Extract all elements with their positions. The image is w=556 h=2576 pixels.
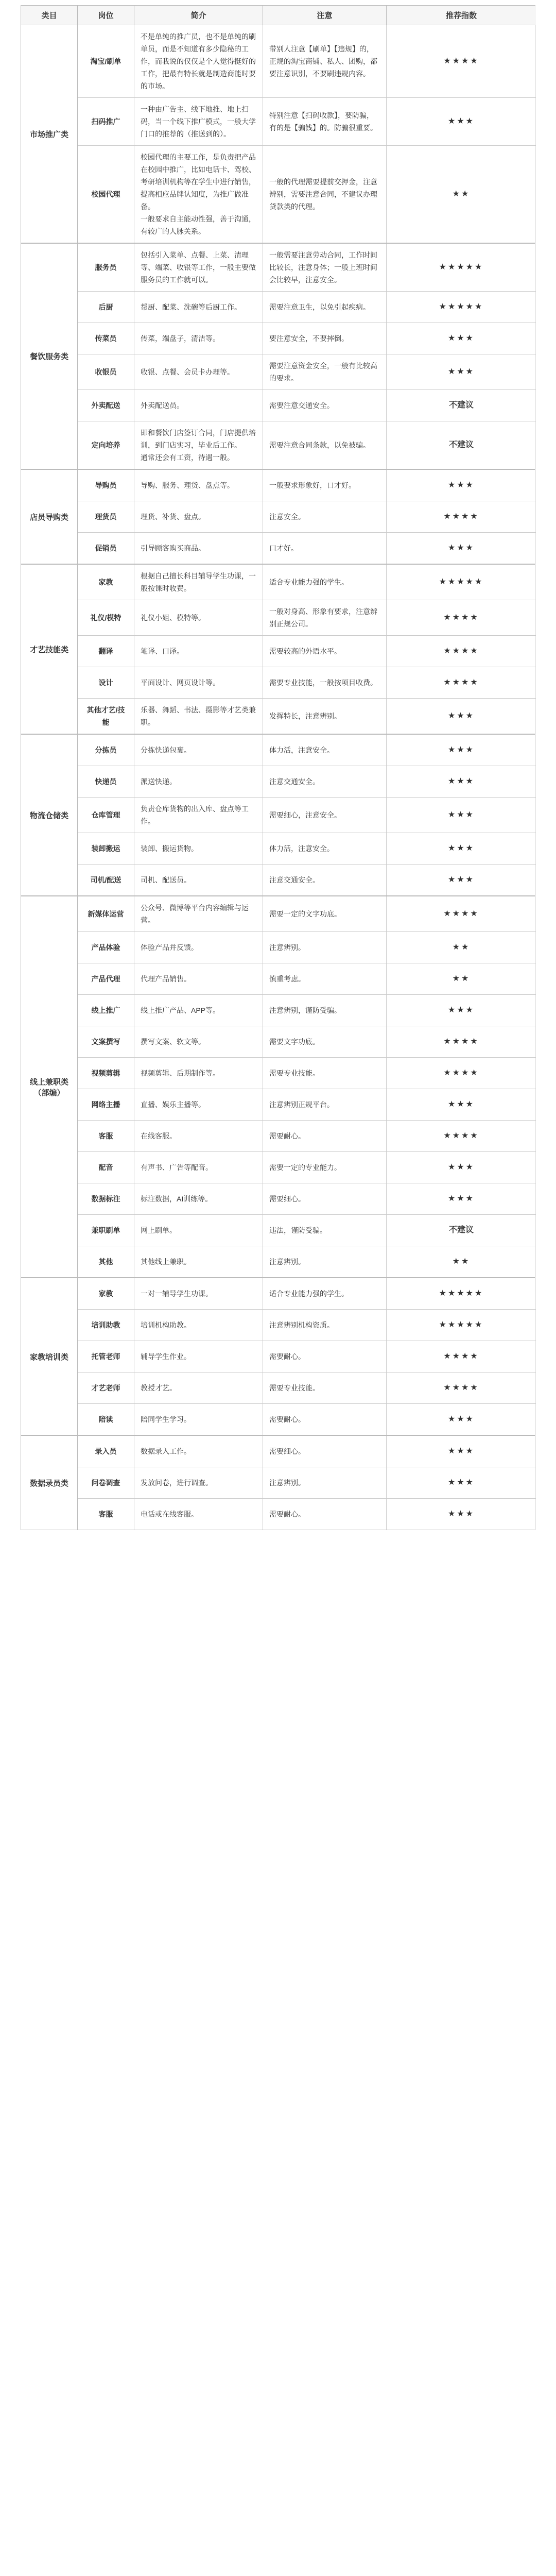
job-table	[21, 5, 535, 1530]
table-row	[78, 600, 536, 636]
rec-cell: ★★★★★	[439, 1320, 484, 1329]
note-cell: 一般的代理需要提前交押金，注意辨别，需要注意合同，不建议办理贷款类的代理。	[263, 146, 387, 243]
note-cell: 口才好。	[263, 533, 387, 564]
desc-cell: 导购、服务、理货、盘点等。	[134, 470, 263, 501]
desc-cell: 笔译、口译。	[134, 636, 263, 667]
category-block	[21, 243, 535, 469]
desc-cell: 收银、点餐、会员卡办理等。	[134, 354, 263, 389]
note-cell: 需要文字功底。	[263, 1026, 387, 1057]
rec-cell: ★★★★★	[439, 1289, 484, 1298]
job-cell: 问卷调查	[78, 1467, 134, 1498]
rec-cell: ★★★	[447, 544, 475, 552]
note-cell: 要注意安全，不要摔倒。	[263, 323, 387, 354]
note-cell: 发挥特长，注意辨别。	[263, 699, 387, 734]
job-cell: 导购员	[78, 470, 134, 501]
table-row	[78, 470, 536, 501]
job-cell: 视频剪辑	[78, 1058, 134, 1089]
table-row	[78, 1404, 536, 1435]
desc-cell: 体验产品并反馈。	[134, 932, 263, 963]
job-cell: 陪读	[78, 1404, 134, 1435]
note-cell: 特别注意【扫码收款】，要防骗，有的是【骗钱】的。防骗很重要。	[263, 98, 387, 145]
job-cell: 司机/配送	[78, 865, 134, 895]
note-cell: 适合专业能力强的学生。	[263, 1278, 387, 1309]
category-rows	[78, 1278, 536, 1435]
job-cell: 其他	[78, 1246, 134, 1277]
note-cell: 违法，谨防受骗。	[263, 1215, 387, 1246]
rec-cell: ★★	[452, 1257, 471, 1266]
rec-cell: ★★★★	[443, 647, 479, 655]
rec-cell: ★★★★	[443, 613, 479, 622]
note-cell: 需要注意合同条款，以免被骗。	[263, 421, 387, 469]
note-cell: 需要耐心。	[263, 1499, 387, 1530]
job-cell: 扫码推广	[78, 98, 134, 145]
table-row	[78, 501, 536, 533]
category-name: 餐饮服务类	[21, 244, 78, 469]
table-row	[78, 1499, 536, 1530]
note-cell: 体力活，注意安全。	[263, 833, 387, 864]
desc-cell: 直播、娱乐主播等。	[134, 1089, 263, 1120]
desc-cell: 培训机构助教。	[134, 1310, 263, 1341]
desc-cell: 发放问卷，进行调查。	[134, 1467, 263, 1498]
table-row	[78, 565, 536, 600]
rec-cell: ★★★★	[443, 1383, 479, 1392]
table-row	[78, 865, 536, 895]
header-note: 注意	[263, 6, 387, 25]
job-cell: 校园代理	[78, 146, 134, 243]
rec-cell: ★★★	[447, 844, 475, 853]
rec-cell: ★★★★★	[439, 263, 484, 272]
category-rows	[78, 735, 536, 895]
desc-cell: 平面设计、网页设计等。	[134, 667, 263, 698]
note-cell: 需要注意资金安全，一般有比较高的要求。	[263, 354, 387, 389]
note-cell: 需要细心，注意安全。	[263, 798, 387, 833]
rec-cell: 不建议	[448, 401, 474, 410]
note-cell: 需要耐心。	[263, 1404, 387, 1435]
rec-cell: ★★★	[447, 481, 475, 489]
note-cell: 需要注意交通安全。	[263, 390, 387, 421]
table-row	[78, 1089, 536, 1121]
table-row	[78, 833, 536, 865]
rec-cell: ★★★★	[443, 1069, 479, 1077]
category-block	[21, 896, 535, 1278]
table-row	[78, 1436, 536, 1467]
desc-cell: 理货、补货、盘点。	[134, 501, 263, 532]
header-job: 岗位	[78, 6, 134, 25]
job-cell: 培训助教	[78, 1310, 134, 1341]
table-row	[78, 766, 536, 798]
category-name: 市场推广类	[21, 25, 78, 243]
note-cell: 注意辨别机构资质。	[263, 1310, 387, 1341]
table-row	[78, 1026, 536, 1058]
desc-cell: 帮厨、配菜、洗碗等后厨工作。	[134, 292, 263, 323]
desc-cell: 有声书、广告等配音。	[134, 1152, 263, 1183]
category-rows	[78, 25, 536, 243]
category-name: 物流仓储类	[21, 735, 78, 895]
job-cell: 服务员	[78, 244, 134, 291]
table-row	[78, 1278, 536, 1310]
desc-cell: 一对一辅导学生功课。	[134, 1278, 263, 1309]
rec-cell: ★★★	[447, 875, 475, 884]
category-rows	[78, 896, 536, 1277]
category-rows	[78, 470, 536, 564]
rec-cell: 不建议	[448, 1226, 474, 1234]
category-name: 数据录员类	[21, 1436, 78, 1530]
desc-cell: 乐器、舞蹈、书法、摄影等才艺类兼职。	[134, 699, 263, 734]
desc-cell: 视频剪辑、后期制作等。	[134, 1058, 263, 1089]
rec-cell: ★★★	[447, 777, 475, 786]
job-cell: 兼职刷单	[78, 1215, 134, 1246]
note-cell: 需要一定的专业能力。	[263, 1152, 387, 1183]
job-cell: 其他才艺/技能	[78, 699, 134, 734]
rec-cell: ★★★★	[443, 1131, 479, 1140]
desc-cell: 分拣快递包裹。	[134, 735, 263, 766]
rec-cell: ★★★★	[443, 512, 479, 521]
rec-cell: ★★★	[447, 367, 475, 376]
table-row	[78, 1215, 536, 1246]
category-name: 家教培训类	[21, 1278, 78, 1435]
category-block	[21, 734, 535, 896]
job-cell: 托管老师	[78, 1341, 134, 1372]
note-cell: 注意交通安全。	[263, 766, 387, 797]
note-cell: 注意辨别正规平台。	[263, 1089, 387, 1120]
job-cell: 网络主播	[78, 1089, 134, 1120]
category-name: 才艺技能类	[21, 565, 78, 734]
rec-cell: ★★★	[447, 1006, 475, 1014]
rec-cell: ★★	[452, 190, 471, 198]
desc-cell: 派送快递。	[134, 766, 263, 797]
desc-cell: 教授才艺。	[134, 1372, 263, 1403]
desc-cell: 根据自己擅长科目辅导学生功课，一般按课时收费。	[134, 565, 263, 600]
desc-cell: 电话或在线客服。	[134, 1499, 263, 1530]
table-row	[78, 636, 536, 667]
job-cell: 数据标注	[78, 1183, 134, 1214]
table-row	[78, 1310, 536, 1341]
job-cell: 定向培养	[78, 421, 134, 469]
rec-cell: ★★★★	[443, 909, 479, 918]
rec-cell: ★★★★	[443, 57, 479, 65]
job-cell: 仓库管理	[78, 798, 134, 833]
rec-cell: ★★★	[447, 1447, 475, 1455]
category-rows	[78, 1436, 536, 1530]
note-cell: 一般对身高、形象有要求，注意辨别正规公司。	[263, 600, 387, 635]
desc-cell: 撰写文案、软文等。	[134, 1026, 263, 1057]
desc-cell: 代理产品销售。	[134, 963, 263, 994]
rec-cell: ★★★	[447, 1100, 475, 1109]
header-rec: 推荐指数	[387, 6, 536, 25]
rec-cell: ★★★	[447, 1415, 475, 1423]
job-cell: 传菜员	[78, 323, 134, 354]
desc-cell: 数据录入工作。	[134, 1436, 263, 1467]
desc-cell: 标注数据，AI训练等。	[134, 1183, 263, 1214]
note-cell: 注意辨别。	[263, 1467, 387, 1498]
rec-cell: ★★	[452, 943, 471, 952]
desc-cell: 礼仪小姐、模特等。	[134, 600, 263, 635]
job-cell: 产品体验	[78, 932, 134, 963]
rec-cell: ★★★	[447, 745, 475, 754]
rec-cell: ★★★	[447, 117, 475, 126]
rec-cell: 不建议	[448, 440, 474, 449]
job-cell: 客服	[78, 1499, 134, 1530]
rec-cell: ★★★★	[443, 1037, 479, 1046]
table-row	[78, 798, 536, 833]
table-row	[78, 1183, 536, 1215]
desc-cell: 司机、配送员。	[134, 865, 263, 895]
category-block	[21, 469, 535, 564]
table-row	[78, 146, 536, 243]
table-row	[78, 1467, 536, 1499]
table-row	[78, 699, 536, 734]
note-cell: 适合专业能力强的学生。	[263, 565, 387, 600]
table-row	[78, 354, 536, 390]
rec-cell: ★★★★★	[439, 302, 484, 311]
desc-cell: 其他线上兼职。	[134, 1246, 263, 1277]
note-cell: 需要一定的文字功底。	[263, 896, 387, 931]
table-row	[78, 963, 536, 995]
desc-cell: 负责仓库货物的出入库、盘点等工作。	[134, 798, 263, 833]
rec-cell: ★★★	[447, 1163, 475, 1172]
note-cell: 需要耐心。	[263, 1341, 387, 1372]
table-row	[78, 896, 536, 932]
table-row	[78, 390, 536, 421]
desc-cell: 引导顾客购买商品。	[134, 533, 263, 564]
job-cell: 收银员	[78, 354, 134, 389]
job-cell: 家教	[78, 1278, 134, 1309]
category-block	[21, 1435, 535, 1530]
job-cell: 家教	[78, 565, 134, 600]
table-row	[78, 1372, 536, 1404]
table-row	[78, 244, 536, 292]
job-cell: 线上推广	[78, 995, 134, 1026]
table-row	[78, 292, 536, 323]
note-cell: 需要耐心。	[263, 1121, 387, 1151]
desc-cell: 公众号、微博等平台内容编辑与运营。	[134, 896, 263, 931]
desc-cell: 装卸、搬运货物。	[134, 833, 263, 864]
note-cell: 一般需要注意劳动合同，工作时间比较长，注意身体；一般上班时间会比较早，注意安全。	[263, 244, 387, 291]
job-cell: 设计	[78, 667, 134, 698]
rec-cell: ★★★	[447, 334, 475, 343]
table-row	[78, 1246, 536, 1277]
desc-cell: 线上推广产品、APP等。	[134, 995, 263, 1026]
desc-cell: 一种由广告主、线下地推、地上扫码，当一个线下推广模式，一般大学门口的推荐的（推送到的）。	[134, 98, 263, 145]
category-block	[21, 25, 535, 243]
table-row	[78, 421, 536, 469]
desc-cell: 即和餐饮门店签订合同，门店提供培训，到门店实习，毕业后工作。 通常还会有工资，待遇一般。	[134, 421, 263, 469]
table-row	[78, 1341, 536, 1372]
note-cell: 需要细心。	[263, 1436, 387, 1467]
rec-cell: ★★	[452, 974, 471, 983]
job-cell: 后厨	[78, 292, 134, 323]
job-cell: 分拣员	[78, 735, 134, 766]
table-row	[78, 98, 536, 146]
category-name: 店员导购类	[21, 470, 78, 564]
rec-cell: ★★★★	[443, 1352, 479, 1361]
note-cell: 注意辨别，谨防受骗。	[263, 995, 387, 1026]
job-cell: 配音	[78, 1152, 134, 1183]
note-cell: 带别人注意【刷单】【违规】的，正规的淘宝商铺、私人、团购，都要注意识别，不要刷违规内容。	[263, 25, 387, 97]
rec-cell: ★★★★	[443, 678, 479, 687]
desc-cell: 在线客服。	[134, 1121, 263, 1151]
category-block	[21, 1278, 535, 1435]
desc-cell: 外卖配送员。	[134, 390, 263, 421]
category-block	[21, 564, 535, 734]
note-cell: 慎重考虑。	[263, 963, 387, 994]
desc-cell: 校园代理的主要工作，是负责把产品在校园中推广，比如电话卡、驾校、考研培训机构等在学生中进行销售，提高相应品牌认知度，为推广做准备。 一般要求自主能动性强，善于沟通，有较广的人脉关系。	[134, 146, 263, 243]
job-cell: 录入员	[78, 1436, 134, 1467]
table-row	[78, 932, 536, 963]
job-cell: 新媒体运营	[78, 896, 134, 931]
note-cell: 需要细心。	[263, 1183, 387, 1214]
table-row	[78, 533, 536, 564]
job-cell: 快递员	[78, 766, 134, 797]
job-cell: 才艺老师	[78, 1372, 134, 1403]
category-rows	[78, 565, 536, 734]
rec-cell: ★★★	[447, 1478, 475, 1487]
table-row	[78, 1058, 536, 1089]
job-cell: 礼仪/模特	[78, 600, 134, 635]
table-row	[78, 25, 536, 98]
job-cell: 理货员	[78, 501, 134, 532]
rec-cell: ★★★★★	[439, 578, 484, 586]
note-cell: 需要专业技能。	[263, 1372, 387, 1403]
category-name: 线上兼职类（部编）	[21, 896, 78, 1277]
note-cell: 注意辨别。	[263, 932, 387, 963]
note-cell: 需要较高的外语水平。	[263, 636, 387, 667]
job-cell: 淘宝/刷单	[78, 25, 134, 97]
desc-cell: 网上刷单。	[134, 1215, 263, 1246]
desc-cell: 传菜，端盘子，清洁等。	[134, 323, 263, 354]
note-cell: 体力活，注意安全。	[263, 735, 387, 766]
note-cell: 注意辨别。	[263, 1246, 387, 1277]
job-cell: 文案撰写	[78, 1026, 134, 1057]
note-cell: 一般要求形象好，口才好。	[263, 470, 387, 501]
desc-cell: 不是单纯的推广员，也不是单纯的刷单员，而是不知道有多少隐秘的工作，而我说的仅仅是个人觉得挺好的工作，把最有特长就是制造商能时要的市场。	[134, 25, 263, 97]
rec-cell: ★★★	[447, 711, 475, 720]
header-category: 类目	[21, 6, 78, 25]
note-cell: 注意安全。	[263, 501, 387, 532]
desc-cell: 辅导学生作业。	[134, 1341, 263, 1372]
rec-cell: ★★★	[447, 1194, 475, 1203]
category-rows	[78, 244, 536, 469]
table-row	[78, 995, 536, 1026]
table-row	[78, 735, 536, 766]
job-cell: 装卸搬运	[78, 833, 134, 864]
job-cell: 产品代理	[78, 963, 134, 994]
header-desc: 简介	[134, 6, 263, 25]
job-cell: 翻译	[78, 636, 134, 667]
table-row	[78, 667, 536, 699]
table-row	[78, 1121, 536, 1152]
rec-cell: ★★★	[447, 1510, 475, 1518]
job-cell: 外卖配送	[78, 390, 134, 421]
table-row	[78, 1152, 536, 1183]
table-body	[21, 25, 535, 1530]
note-cell: 需要注意卫生，以免引起疾病。	[263, 292, 387, 323]
table-header	[21, 5, 535, 25]
rec-cell: ★★★	[447, 810, 475, 819]
note-cell: 注意交通安全。	[263, 865, 387, 895]
job-cell: 客服	[78, 1121, 134, 1151]
table-row	[78, 323, 536, 354]
note-cell: 需要专业技能。	[263, 1058, 387, 1089]
desc-cell: 陪同学生学习。	[134, 1404, 263, 1435]
job-cell: 促销员	[78, 533, 134, 564]
desc-cell: 包括引入菜单、点餐、上菜、清理等、端菜、收银等工作，一般主要做服务员的工作就可以。	[134, 244, 263, 291]
note-cell: 需要专业技能，一般按项目收费。	[263, 667, 387, 698]
